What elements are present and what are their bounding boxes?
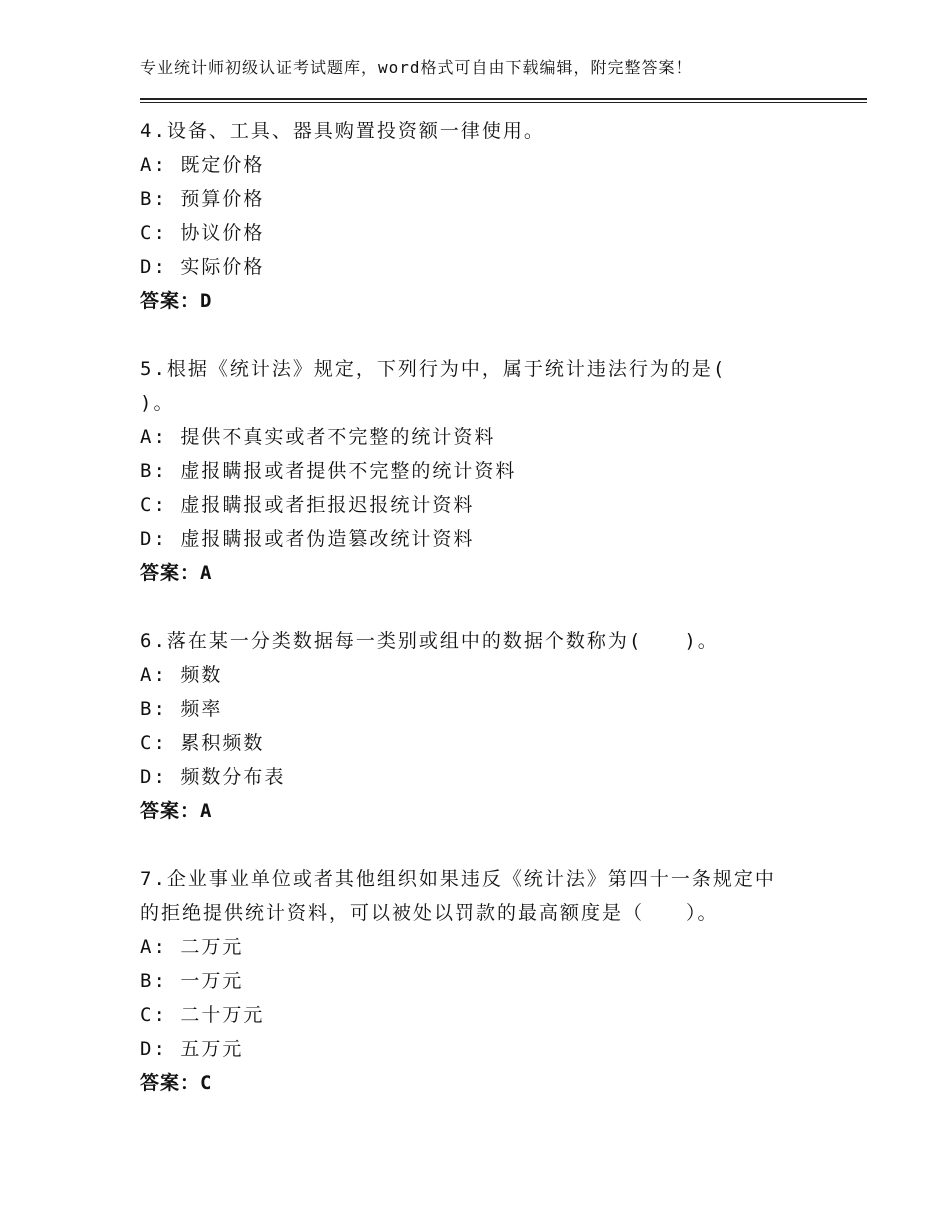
option-b: B: 预算价格 [140, 188, 265, 210]
question-4 [140, 114, 840, 318]
page-header: 专业统计师初级认证考试题库，word格式可自由下载编辑，附完整答案！ [140, 58, 693, 77]
question-stem: 6.落在某一分类数据每一类别或组中的数据个数称为( )。 [140, 630, 719, 652]
question-stem-continued: 的拒绝提供统计资料，可以被处以罚款的最高额度是（ ）。 [140, 902, 719, 924]
answer: 答案：D [140, 290, 213, 312]
option-d: D: 实际价格 [140, 256, 265, 278]
option-a: A: 二万元 [140, 936, 244, 958]
question-5 [140, 352, 840, 590]
answer: 答案：A [140, 800, 213, 822]
answer: 答案：A [140, 562, 213, 584]
question-7 [140, 862, 840, 1100]
option-a: A: 提供不真实或者不完整的统计资料 [140, 426, 496, 448]
answer: 答案：C [140, 1072, 213, 1094]
option-d: D: 五万元 [140, 1038, 244, 1060]
option-c: C: 二十万元 [140, 1004, 265, 1026]
question-stem: 7.企业事业单位或者其他组织如果违反《统计法》第四十一条规定中 [140, 868, 776, 890]
question-6 [140, 624, 840, 828]
option-d: D: 频数分布表 [140, 766, 286, 788]
option-c: C: 累积频数 [140, 732, 265, 754]
option-a: A: 频数 [140, 664, 223, 686]
option-a: A: 既定价格 [140, 154, 265, 176]
question-stem: 5.根据《统计法》规定，下列行为中，属于统计违法行为的是( [140, 358, 727, 380]
option-b: B: 虚报瞒报或者提供不完整的统计资料 [140, 460, 517, 482]
question-stem-continued: )。 [140, 392, 175, 414]
header-divider [140, 98, 867, 103]
option-b: B: 频率 [140, 698, 223, 720]
option-d: D: 虚报瞒报或者伪造篡改统计资料 [140, 528, 475, 550]
option-c: C: 虚报瞒报或者拒报迟报统计资料 [140, 494, 475, 516]
option-c: C: 协议价格 [140, 222, 265, 244]
option-b: B: 一万元 [140, 970, 244, 992]
question-list [140, 114, 840, 1134]
question-stem: 4.设备、工具、器具购置投资额一律使用。 [140, 120, 545, 142]
